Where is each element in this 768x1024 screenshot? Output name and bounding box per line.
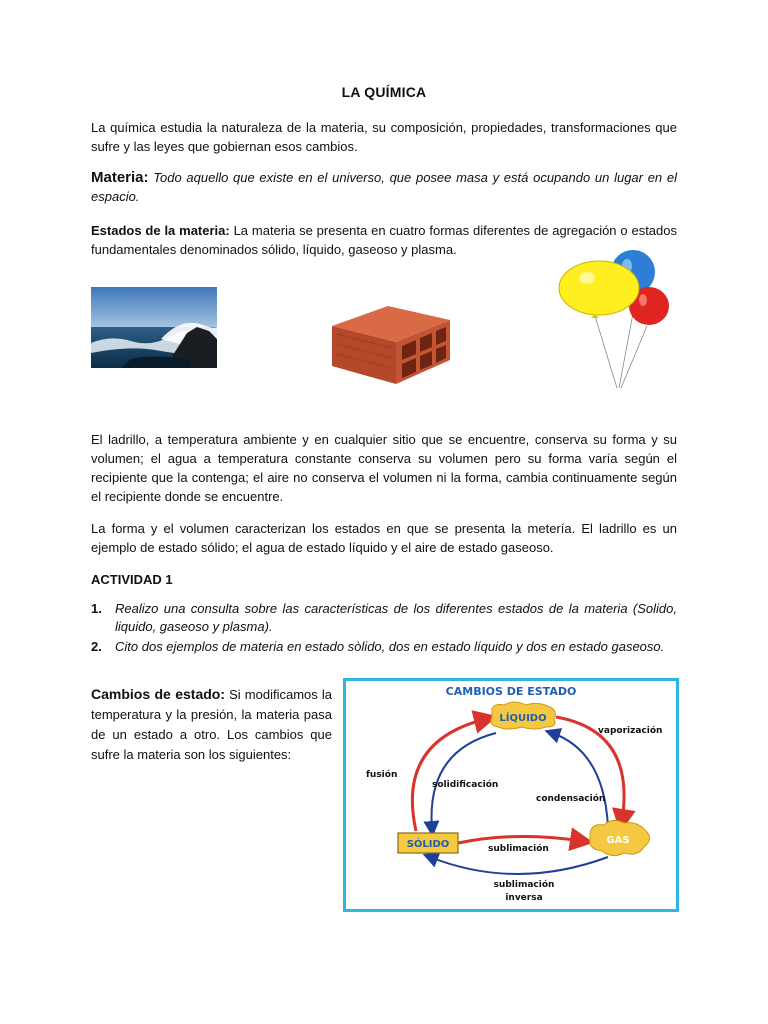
clay-brick-photo	[326, 298, 456, 386]
estados-term: Estados de la materia:	[91, 223, 230, 238]
ocean-wave-photo	[91, 287, 217, 368]
materia-text: Todo aquello que existe en el universo, que posee masa y está ocupando un lugar en el espacio.	[91, 170, 677, 204]
solid-label: SÓLIDO	[406, 839, 450, 850]
estados-text: La materia se presenta en cuatro formas diferentes de agregación o estados fundamentales denominados sólido, líquido, gaseoso y plasma.	[91, 223, 677, 257]
list-item-number: 1.	[91, 601, 102, 616]
solid-state	[398, 833, 458, 853]
diagram-title: CAMBIOS DE ESTADO	[445, 685, 577, 698]
inverse-sublimation-label-line2: inversa	[505, 893, 543, 903]
vaporization-label: vaporización	[598, 726, 663, 736]
condensation-label: condensación	[536, 794, 606, 804]
liquid-state	[491, 702, 555, 729]
sublimation-label: sublimación	[488, 844, 549, 854]
inverse-sublimation-arrow	[430, 857, 608, 874]
balloons-illustration	[555, 248, 677, 394]
liquid-label: LÍQUIDO	[499, 713, 547, 724]
list-item-text: Realizo una consulta sobre las características de los diferentes estados de la materia (Solido, liquido, gaseoso y plasma).	[115, 601, 677, 634]
state-change-svg	[346, 681, 676, 909]
sublimation-arrow	[458, 836, 582, 843]
list-item	[91, 638, 677, 656]
condensation-arrow	[552, 733, 608, 827]
solidification-label: solidificación	[432, 780, 499, 790]
page-title: LA QUÍMICA	[341, 84, 427, 100]
cambios-text: Si modificamos la temperatura y la presión, la materia pasa de un estado a otro. Los cambios que sufre la materia son los siguientes:	[91, 687, 332, 762]
cambios-term: Cambios de estado:	[91, 686, 226, 702]
list-item	[91, 600, 677, 636]
actividad-list	[91, 600, 677, 658]
materia-term: Materia:	[91, 169, 149, 186]
forma-paragraph: La forma y el volumen caracterizan los estados en que se presenta la metería. El ladrillo es un ejemplo de estado sólido; el agua de estado líquido y el aire de estado gaseoso.	[91, 521, 677, 555]
inverse-sublimation-label-line1: sublimación	[493, 880, 555, 890]
fusion-label: fusión	[366, 770, 398, 780]
materia-definition	[91, 168, 677, 206]
gas-label: GAS	[606, 835, 630, 846]
cambios-paragraph	[91, 684, 332, 765]
actividad-title: ACTIVIDAD 1	[91, 572, 173, 587]
gas-state	[590, 820, 650, 855]
state-change-diagram	[343, 678, 679, 912]
fusion-arrow	[412, 719, 486, 831]
ladrillo-paragraph: El ladrillo, a temperatura ambiente y en cualquier sitio que se encuentre, conserva su forma y su volumen; el agua a temperatura constante conserva su volumen pero su forma varía según el recipiente que la contenga; el aire no conserva el volumen ni la forma, cambia continuamente según el recipiente donde se encuentre.	[91, 432, 677, 504]
list-item-text: Cito dos ejemplos de materia en estado sòlido, dos en estado líquido y dos en estado gaseoso.	[115, 639, 665, 654]
intro-paragraph: La química estudia la naturaleza de la materia, su composición, propiedades, transformaciones que sufre y las leyes que gobiernan esos cambios.	[91, 120, 677, 154]
list-item-number: 2.	[91, 639, 102, 654]
